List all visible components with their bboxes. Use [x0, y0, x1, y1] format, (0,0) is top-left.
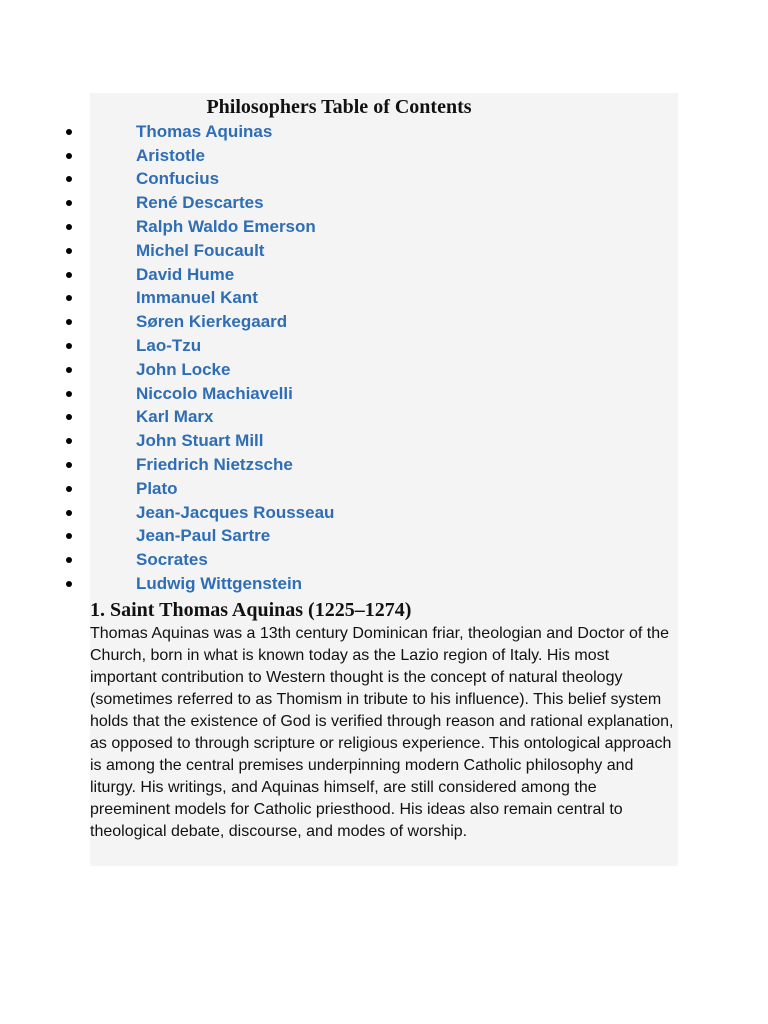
- toc-link[interactable]: Søren Kierkegaard: [136, 312, 288, 332]
- toc-link[interactable]: Ralph Waldo Emerson: [136, 217, 316, 237]
- bullet-icon: [66, 438, 72, 444]
- toc-link[interactable]: Jean-Paul Sartre: [136, 526, 271, 546]
- bullet-icon: [66, 200, 72, 206]
- toc-link[interactable]: David Hume: [136, 264, 235, 284]
- bullet-icon: [66, 533, 72, 539]
- bullet-icon: [66, 510, 72, 516]
- bullet-icon: [66, 176, 72, 182]
- toc-link[interactable]: Plato: [136, 478, 178, 498]
- bullet-icon: [66, 224, 72, 230]
- toc-link[interactable]: Socrates: [136, 550, 208, 570]
- bullet-icon: [66, 557, 72, 563]
- bullet-icon: [66, 367, 72, 373]
- bullet-icon: [66, 391, 72, 397]
- toc-link[interactable]: Lao-Tzu: [136, 336, 202, 356]
- toc-link[interactable]: Thomas Aquinas: [136, 121, 273, 141]
- bullet-icon: [66, 272, 72, 278]
- bullet-icon: [66, 319, 72, 325]
- bullet-icon: [66, 486, 72, 492]
- toc-link[interactable]: Ludwig Wittgenstein: [136, 574, 303, 594]
- toc-link[interactable]: Friedrich Nietzsche: [136, 455, 293, 475]
- toc-link[interactable]: Michel Foucault: [136, 240, 265, 260]
- bullet-icon: [66, 129, 72, 135]
- toc-link[interactable]: Aristotle: [136, 145, 205, 165]
- bullet-icon: [66, 295, 72, 301]
- toc-title: Philosophers Table of Contents: [206, 96, 472, 118]
- toc-link[interactable]: René Descartes: [136, 193, 264, 213]
- bullet-icon: [66, 581, 72, 587]
- bullet-icon: [66, 462, 72, 468]
- section-body: Thomas Aquinas was a 13th century Dominican friar, theologian and Doctor of the Church, born in what is known today as the Lazio region of Italy. His most important contribution to Western thought is the concept of natural theology (sometimes referred to as Thomism in tribute to his influence). This belief system holds that the existence of God is verified through reason and rational explanation, as opposed to through scripture or religious experience. This ontological approach is among the central premises underpinning modern Catholic philosophy and liturgy. His writings, and Aquinas himself, are still considered among the preeminent models for Catholic priesthood. His ideas also remain central to theological debate, discourse, and modes of worship.: [90, 625, 674, 840]
- toc-link[interactable]: Karl Marx: [136, 407, 214, 427]
- bullet-icon: [66, 343, 72, 349]
- section-heading: 1. Saint Thomas Aquinas (1225–1274): [90, 599, 412, 621]
- bullet-icon: [66, 248, 72, 254]
- bullet-icon: [66, 153, 72, 159]
- toc-link[interactable]: Immanuel Kant: [136, 288, 258, 308]
- toc-link[interactable]: John Stuart Mill: [136, 431, 264, 451]
- toc-link[interactable]: Niccolo Machiavelli: [136, 383, 293, 403]
- toc-link[interactable]: Jean-Jacques Rousseau: [136, 502, 335, 522]
- toc-link[interactable]: John Locke: [136, 359, 231, 379]
- toc-link[interactable]: Confucius: [136, 169, 220, 189]
- bullet-icon: [66, 414, 72, 420]
